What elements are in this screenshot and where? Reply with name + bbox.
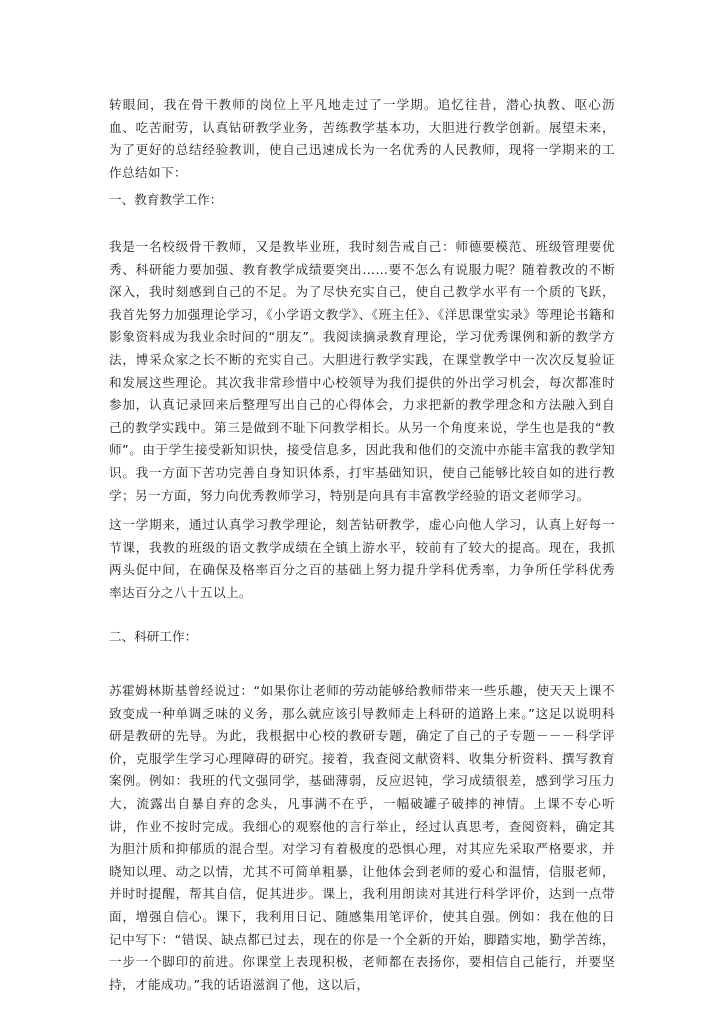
- teaching-paragraph-2: 这一学期来，通过认真学习教学理论，刻苦钻研教学，虚心向他人学习，认真上好每一节课，我教的班级的语文教学成绩在全镇上游水平，较前有了较大的提高。现在，我抓两头促中间，在确保及格率百分之百的基础上努力提升学科优秀率，力争所任学科优秀率达百分之八十五以上。: [109, 517, 615, 600]
- teaching-paragraph-1: 我是一名校级骨干教师，又是教毕业班，我时刻告戒自己：师德要模范、班级管理要优秀、科研能力要加强、教育教学成绩要突出……要不怎么有说服力呢？随着教改的不断深入，我时刻感到自己的不足。为了尽快充实自己，使自己教学水平有一个质的飞跃，我首先努力加强理论学习，《小学语文教学》、《班主任》、《洋思课堂实录》等理论书籍和影象资料成为我业余时间的“朋友”。我阅读摘录教育理论，学习优秀课例和新的教学方法，博采众家之长不断的充实自己。大胆进行教学实践，在课堂教学中一次次反复验证和发展这些理论。其次我非常珍惜中心校领导为我们提供的外出学习机会，每次都准时参加，认真记录回来后整理写出自己的心得体会，力求把新的教学理念和方法融入到自己的教学实践中。第三是做到不耻下问教学相长。从另一个角度来说，学生也是我的“教师”。由于学生接受新知识快，接受信息多，因此我和他们的交流中亦能丰富我的教学知识。我一方面下苦功完善自身知识体系，打牢基础知识，使自己能够比较自如的进行教学；另一方面，努力向优秀教师学习，特别是向具有丰富教学经验的语文老师学习。: [109, 239, 615, 503]
- section-heading-teaching: 一、教育教学工作：: [109, 192, 223, 207]
- intro-paragraph: 转眼间，我在骨干教师的岗位上平凡地走过了一学期。追忆往昔，潜心执教、呕心沥血、吃苦耐劳，认真钻研教学业务，苦练教学基本功，大胆进行教学创新。展望未来，为了更好的总结经验教训，使自己迅速成长为一名优秀的人民教师，现将一学期来的工作总结如下：: [109, 97, 615, 180]
- research-paragraph-1: 苏霍姆林斯基曾经说过：“如果你让老师的劳动能够给教师带来一些乐趣，使天天上课不致变成一种单调乏味的义务，那么就应该引导教师走上科研的道路上来。”这足以说明科研是教研的先导。为此，我根据中心校的教研专题，确定了自己的子专题－－－科学评价，克服学生学习心理障碍的研究。接着，我查阅文献资料、收集分析资料、撰写教育案例。例如：我班的代文强同学，基础薄弱，反应迟钝，学习成绩很差，感到学习压力大，流露出自暴自弃的念头，凡事满不在乎，一幅破罐子破摔的神情。上课不专心听讲，作业不按时完成。我细心的观察他的言行举止，经过认真思考，查阅资料，确定其为胆汁质和抑郁质的混合型。对学习有着极度的恐惧心理，对其应先采取严格要求，并晓知以理、动之以情，尤其不可简单粗暴，让他体会到老师的爱心和温情，信服老师，并时时提醒，帮其自信，促其进步。课上，我利用朗读对其进行科学评价，达到一点带面，增强自信心。课下，我利用日记、随感集用笔评价，使其自强。例如：我在他的日记中写下：“错误、缺点都已过去，现在的你是一个全新的开始，脚踏实地，勤学苦练，一步一个脚印的前进。你课堂上表现积极，老师都在表扬你，要相信自己能行，并要坚持，才能成功。”我的话语滋润了他，这以后，: [109, 683, 615, 992]
- section-heading-research: 二、科研工作：: [109, 629, 198, 644]
